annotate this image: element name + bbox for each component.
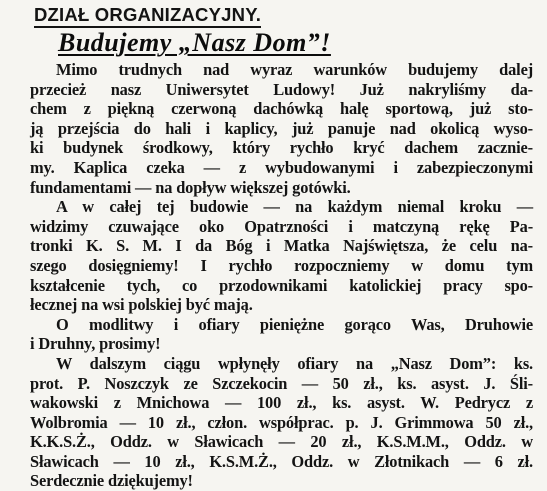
text-line: wakowski z Mnichowa — 100 zł., ks. asyst. W. Pedrycz z	[30, 393, 533, 413]
text-line: tronki K. S. M. I da Bóg i Matka Najświętsza, że celu na-	[30, 236, 533, 256]
text-line: ją przejścia do hali i kaplicy, już panuje nad okolicą wyso-	[30, 118, 533, 138]
text-line: prot. P. Noszczyk ze Szczekocin — 50 zł., ks. asyst. J. Śli-	[30, 373, 533, 393]
text-line: Mimo trudnych nad wyraz warunków budujemy dalej	[56, 60, 533, 79]
text-line: Sławicach — 10 zł., K.S.M.Ż., Oddz. w Złotnikach — 6 zł.	[30, 451, 533, 471]
text-line: chem z piękną czerwoną dachówką halę sportową, już sto-	[30, 99, 533, 119]
text-line: Wolbromia — 10 zł., człon. współprac. p. J. Grimmowa 50 zł.,	[30, 412, 533, 432]
text-line: łecznej na wsi polskiej być mają.	[30, 295, 253, 315]
text-line: widzimy czuwające oko Opatrzności i matczyną rękę Pa-	[30, 216, 533, 236]
text-line: szego dosięgniemy! I rychło rozpoczniemy w domu tym	[30, 255, 533, 275]
text-line: przecież nasz Uniwersytet Ludowy! Już nakryliśmy da-	[30, 79, 533, 99]
article-title: Budujemy „Nasz Dom”!	[58, 28, 331, 57]
text-line: fundamentami — na dopływ większej gotówki.	[30, 177, 351, 197]
paragraph-3	[30, 315, 533, 354]
text-line: Serdecznie dziękujemy!	[30, 471, 193, 491]
paragraph-4	[30, 354, 533, 491]
paragraph-1	[30, 60, 533, 197]
paragraph-2	[30, 197, 533, 315]
text-line: A w całej tej budowie — na każdym niemal kroku —	[56, 197, 533, 217]
text-line: W dalszym ciągu wpłynęły ofiary na „Nasz Dom”: ks.	[56, 353, 533, 373]
text-line: K.K.S.Ż., Oddz. w Sławicach — 20 zł., K.S.M.M., Oddz. w	[30, 432, 533, 452]
article-body	[30, 60, 533, 491]
text-line: kształcenie tych, co przodownikami katolickiej pracy spo-	[30, 275, 533, 295]
text-line: my. Kaplica czeka — z wybudowanymi i zabezpieczonymi	[30, 157, 533, 177]
section-header: DZIAŁ ORGANIZACYJNY.	[34, 4, 261, 28]
text-line: i Druhny, prosimy!	[30, 334, 161, 354]
text-line: O modlitwy i ofiary pieniężne gorąco Was, Druhowie	[56, 314, 533, 334]
text-line: ki budynek środkowy, który rychło kryć dachem zacznie-	[30, 138, 533, 158]
